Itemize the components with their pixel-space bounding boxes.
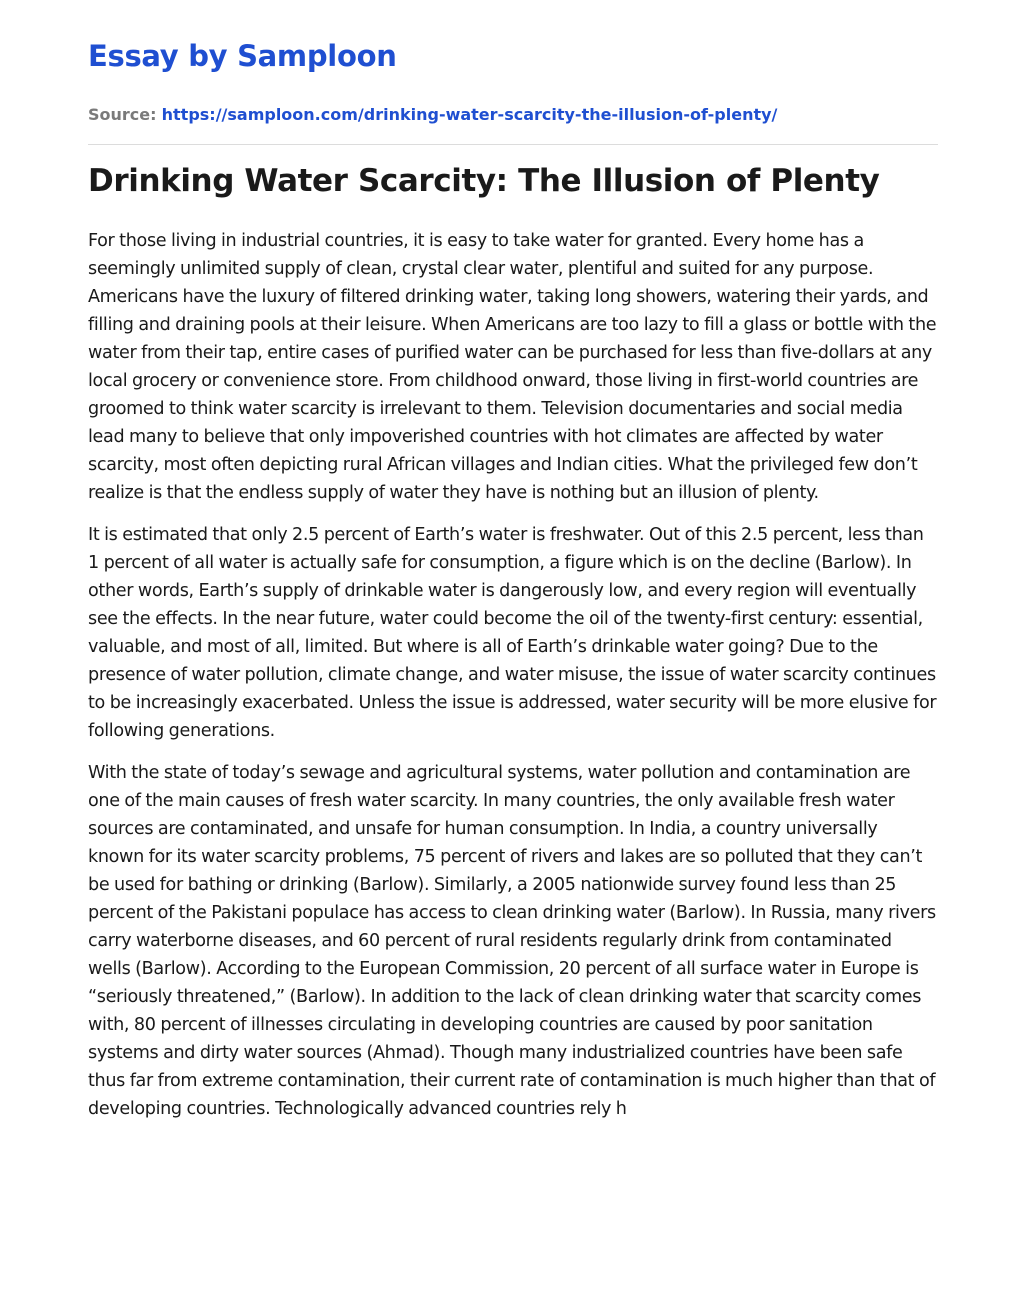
header-divider	[88, 144, 938, 145]
essay-paragraph: It is estimated that only 2.5 percent of Earth’s water is freshwater. Out of this 2.5 percent, less than 1 percent of all water is actually safe for consumption, a figure which is on the decline (Barlow). In other words, Earth’s supply of drinkable water is dangerously low, and every region will eventually see the effects. In the near future, water could become the oil of the twenty-first century: essential, valuable, and most of all, limited. But where is all of Earth’s drinkable water going? Due to the presence of water pollution, climate change, and water misuse, the issue of water scarcity continues to be increasingly exacerbated. Unless the issue is addressed, water security will be more elusive for following generations.	[88, 525, 937, 741]
source-link[interactable]: https://samploon.com/drinking-water-scarcity-the-illusion-of-plenty/	[161, 105, 778, 124]
essay-paragraph: For those living in industrial countries, it is easy to take water for granted. Every home has a seemingly unlimited supply of clean, crystal clear water, plentiful and suited for any purpose. Americans have the luxury of filtered drinking water, taking long showers, watering their yards, and filling and draining pools at their leisure. When Americans are too lazy to fill a glass or bottle with the water from their tap, entire cases of purified water can be purchased for less than five-dollars at any local grocery or convenience store. From childhood onward, those living in first-world countries are groomed to think water scarcity is irrelevant to them. Television documentaries and social media lead many to believe that only impoverished countries with hot climates are affected by water scarcity, most often depicting rural African villages and Indian cities. What the privileged few don’t realize is that the endless supply of water they have is nothing but an illusion of plenty.	[88, 231, 937, 503]
page-title: Drinking Water Scarcity: The Illusion of Plenty	[88, 163, 880, 199]
essay-body	[88, 227, 938, 1123]
site-brand[interactable]: Essay by Samploon	[88, 39, 397, 73]
essay-paragraph: With the state of today’s sewage and agricultural systems, water pollution and contamination are one of the main causes of fresh water scarcity. In many countries, the only available fresh water sources are contaminated, and unsafe for human consumption. In India, a country universally known for its water scarcity problems, 75 percent of rivers and lakes are so polluted that they can’t be used for bathing or drinking (Barlow). Similarly, a 2005 nationwide survey found less than 25 percent of the Pakistani populace has access to clean drinking water (Barlow). In Russia, many rivers carry waterborne diseases, and 60 percent of rural residents regularly drink from contaminated wells (Barlow). According to the European Commission, 20 percent of all surface water in Europe is “seriously threatened,” (Barlow). In addition to the lack of clean drinking water that scarcity comes with, 80 percent of illnesses circulating in developing countries are caused by poor sanitation systems and dirty water sources (Ahmad). Though many industrialized countries have been safe thus far from extreme contamination, their current rate of contamination is much higher than that of developing countries. Technologically advanced countries rely h	[88, 763, 936, 1119]
source-line	[88, 104, 938, 126]
essay-page	[88, 0, 938, 1123]
source-label: Source:	[88, 105, 157, 124]
